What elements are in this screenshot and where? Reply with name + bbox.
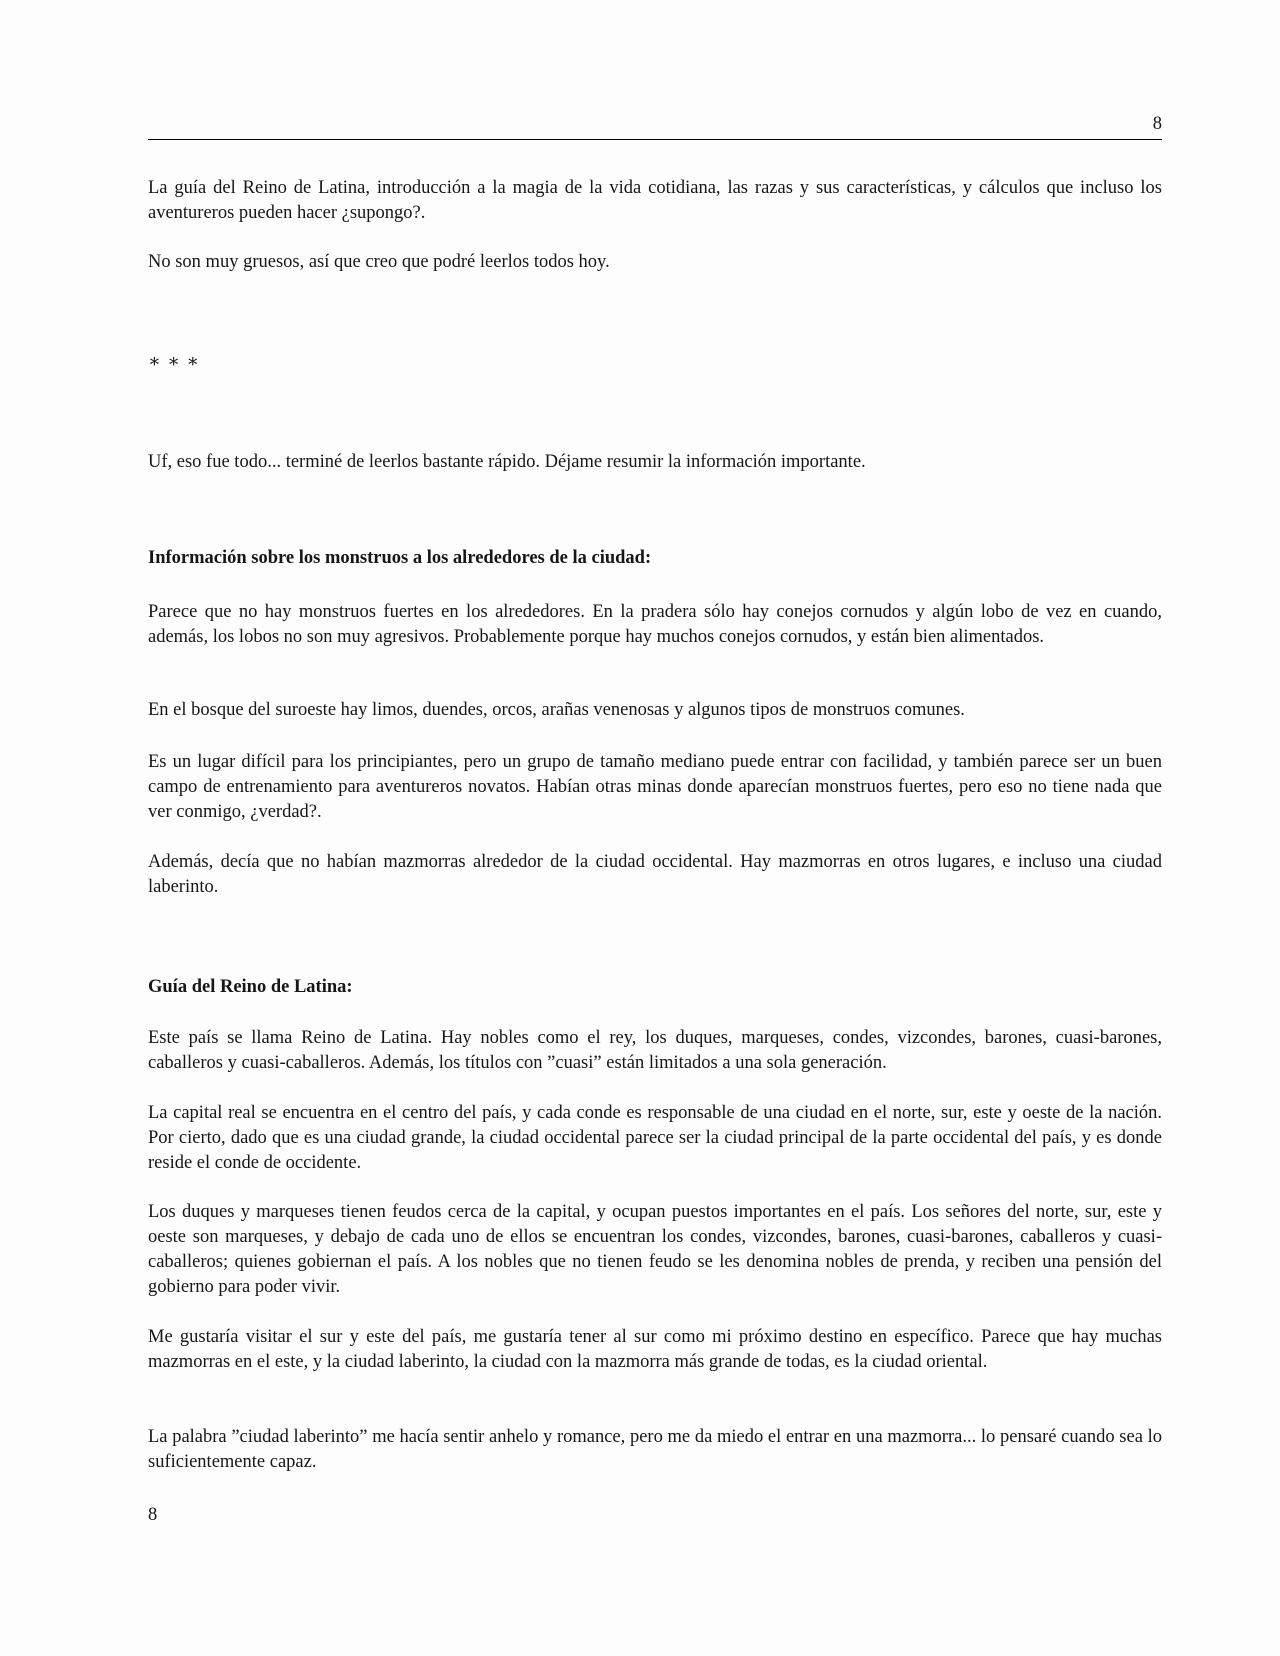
- paragraph-monsters-difficulty: Es un lugar difícil para los principiantes, pero un grupo de tamaño mediano puede entrar con facilidad, y también parece ser un buen campo de entrenamiento para aventureros novatos. Habían otras minas donde aparecían monstruos fuertes, pero eso no tiene nada que ver conmigo, ¿verdad?.: [148, 752, 1162, 822]
- paragraph-travel-wishes: Me gustaría visitar el sur y este del país, me gustaría tener al sur como mi próximo destino en específico. Parece que hay muchas mazmorras en el este, y la ciudad laberinto, la ciudad con la mazmorra más grande de todas, es la ciudad oriental.: [148, 1327, 1162, 1372]
- paragraph-kingdom-capital: La capital real se encuentra en el centro del país, y cada conde es responsable de una ciudad en el norte, sur, este y oeste de la nación. Por cierto, dado que es una ciudad grande, la ciudad occidental parece ser la ciudad principal de la parte occidental del país, y es donde reside el conde de occidente.: [148, 1103, 1162, 1173]
- section-heading-kingdom-guide: Guía del Reino de Latina:: [148, 977, 353, 997]
- paragraph-monsters-forest: En el bosque del suroeste hay limos, duendes, orcos, arañas venenosas y algunos tipos de monstruos comunes.: [148, 700, 965, 720]
- paragraph-kingdom-fiefs: Los duques y marqueses tienen feudos cerca de la capital, y ocupan puestos importantes en el país. Los señores del norte, sur, este y oeste son marqueses, y debajo de cada uno de ellos se encuentran los condes, vizcondes, barones, cuasi-barones, caballeros y cuasi-caballeros; quienes gobiernan el país. A los nobles que no tienen feudo se les denomina nobles de prenda, y reciben una pensión del gobierno para poder vivir.: [148, 1202, 1162, 1297]
- section-heading-monsters: Información sobre los monstruos a los alrededores de la ciudad:: [148, 548, 652, 568]
- paragraph-kingdom-nobles: Este país se llama Reino de Latina. Hay nobles como el rey, los duques, marqueses, condes, vizcondes, barones, cuasi-barones, caballeros y cuasi-caballeros. Además, los títulos con ”cuasi” están limitados a una sola generación.: [148, 1028, 1162, 1073]
- scene-break: ∗ ∗ ∗: [148, 352, 200, 372]
- header-rule: [148, 139, 1162, 140]
- paragraph-summary-intro: Uf, eso fue todo... terminé de leerlos bastante rápido. Déjame resumir la información importante.: [148, 452, 866, 472]
- footer-page-number: 8: [148, 1505, 158, 1525]
- header-page-number: 8: [1152, 114, 1162, 134]
- paragraph-intro-2: No son muy gruesos, así que creo que podré leerlos todos hoy.: [148, 252, 610, 272]
- paragraph-labyrinth-city: La palabra ”ciudad laberinto” me hacía sentir anhelo y romance, pero me da miedo el entrar en una mazmorra... lo pensaré cuando sea lo suficientemente capaz.: [148, 1427, 1162, 1472]
- paragraph-monsters-dungeons: Además, decía que no habían mazmorras alrededor de la ciudad occidental. Hay mazmorras en otros lugares, e incluso una ciudad laberinto.: [148, 852, 1162, 897]
- paragraph-intro-1: La guía del Reino de Latina, introducción a la magia de la vida cotidiana, las razas y sus características, y cálculos que incluso los aventureros pueden hacer ¿supongo?.: [148, 178, 1162, 223]
- paragraph-monsters-surroundings: Parece que no hay monstruos fuertes en los alrededores. En la pradera sólo hay conejos cornudos y algún lobo de vez en cuando, además, los lobos no son muy agresivos. Probablemente porque hay muchos conejos cornudos, y están bien alimentados.: [148, 602, 1162, 647]
